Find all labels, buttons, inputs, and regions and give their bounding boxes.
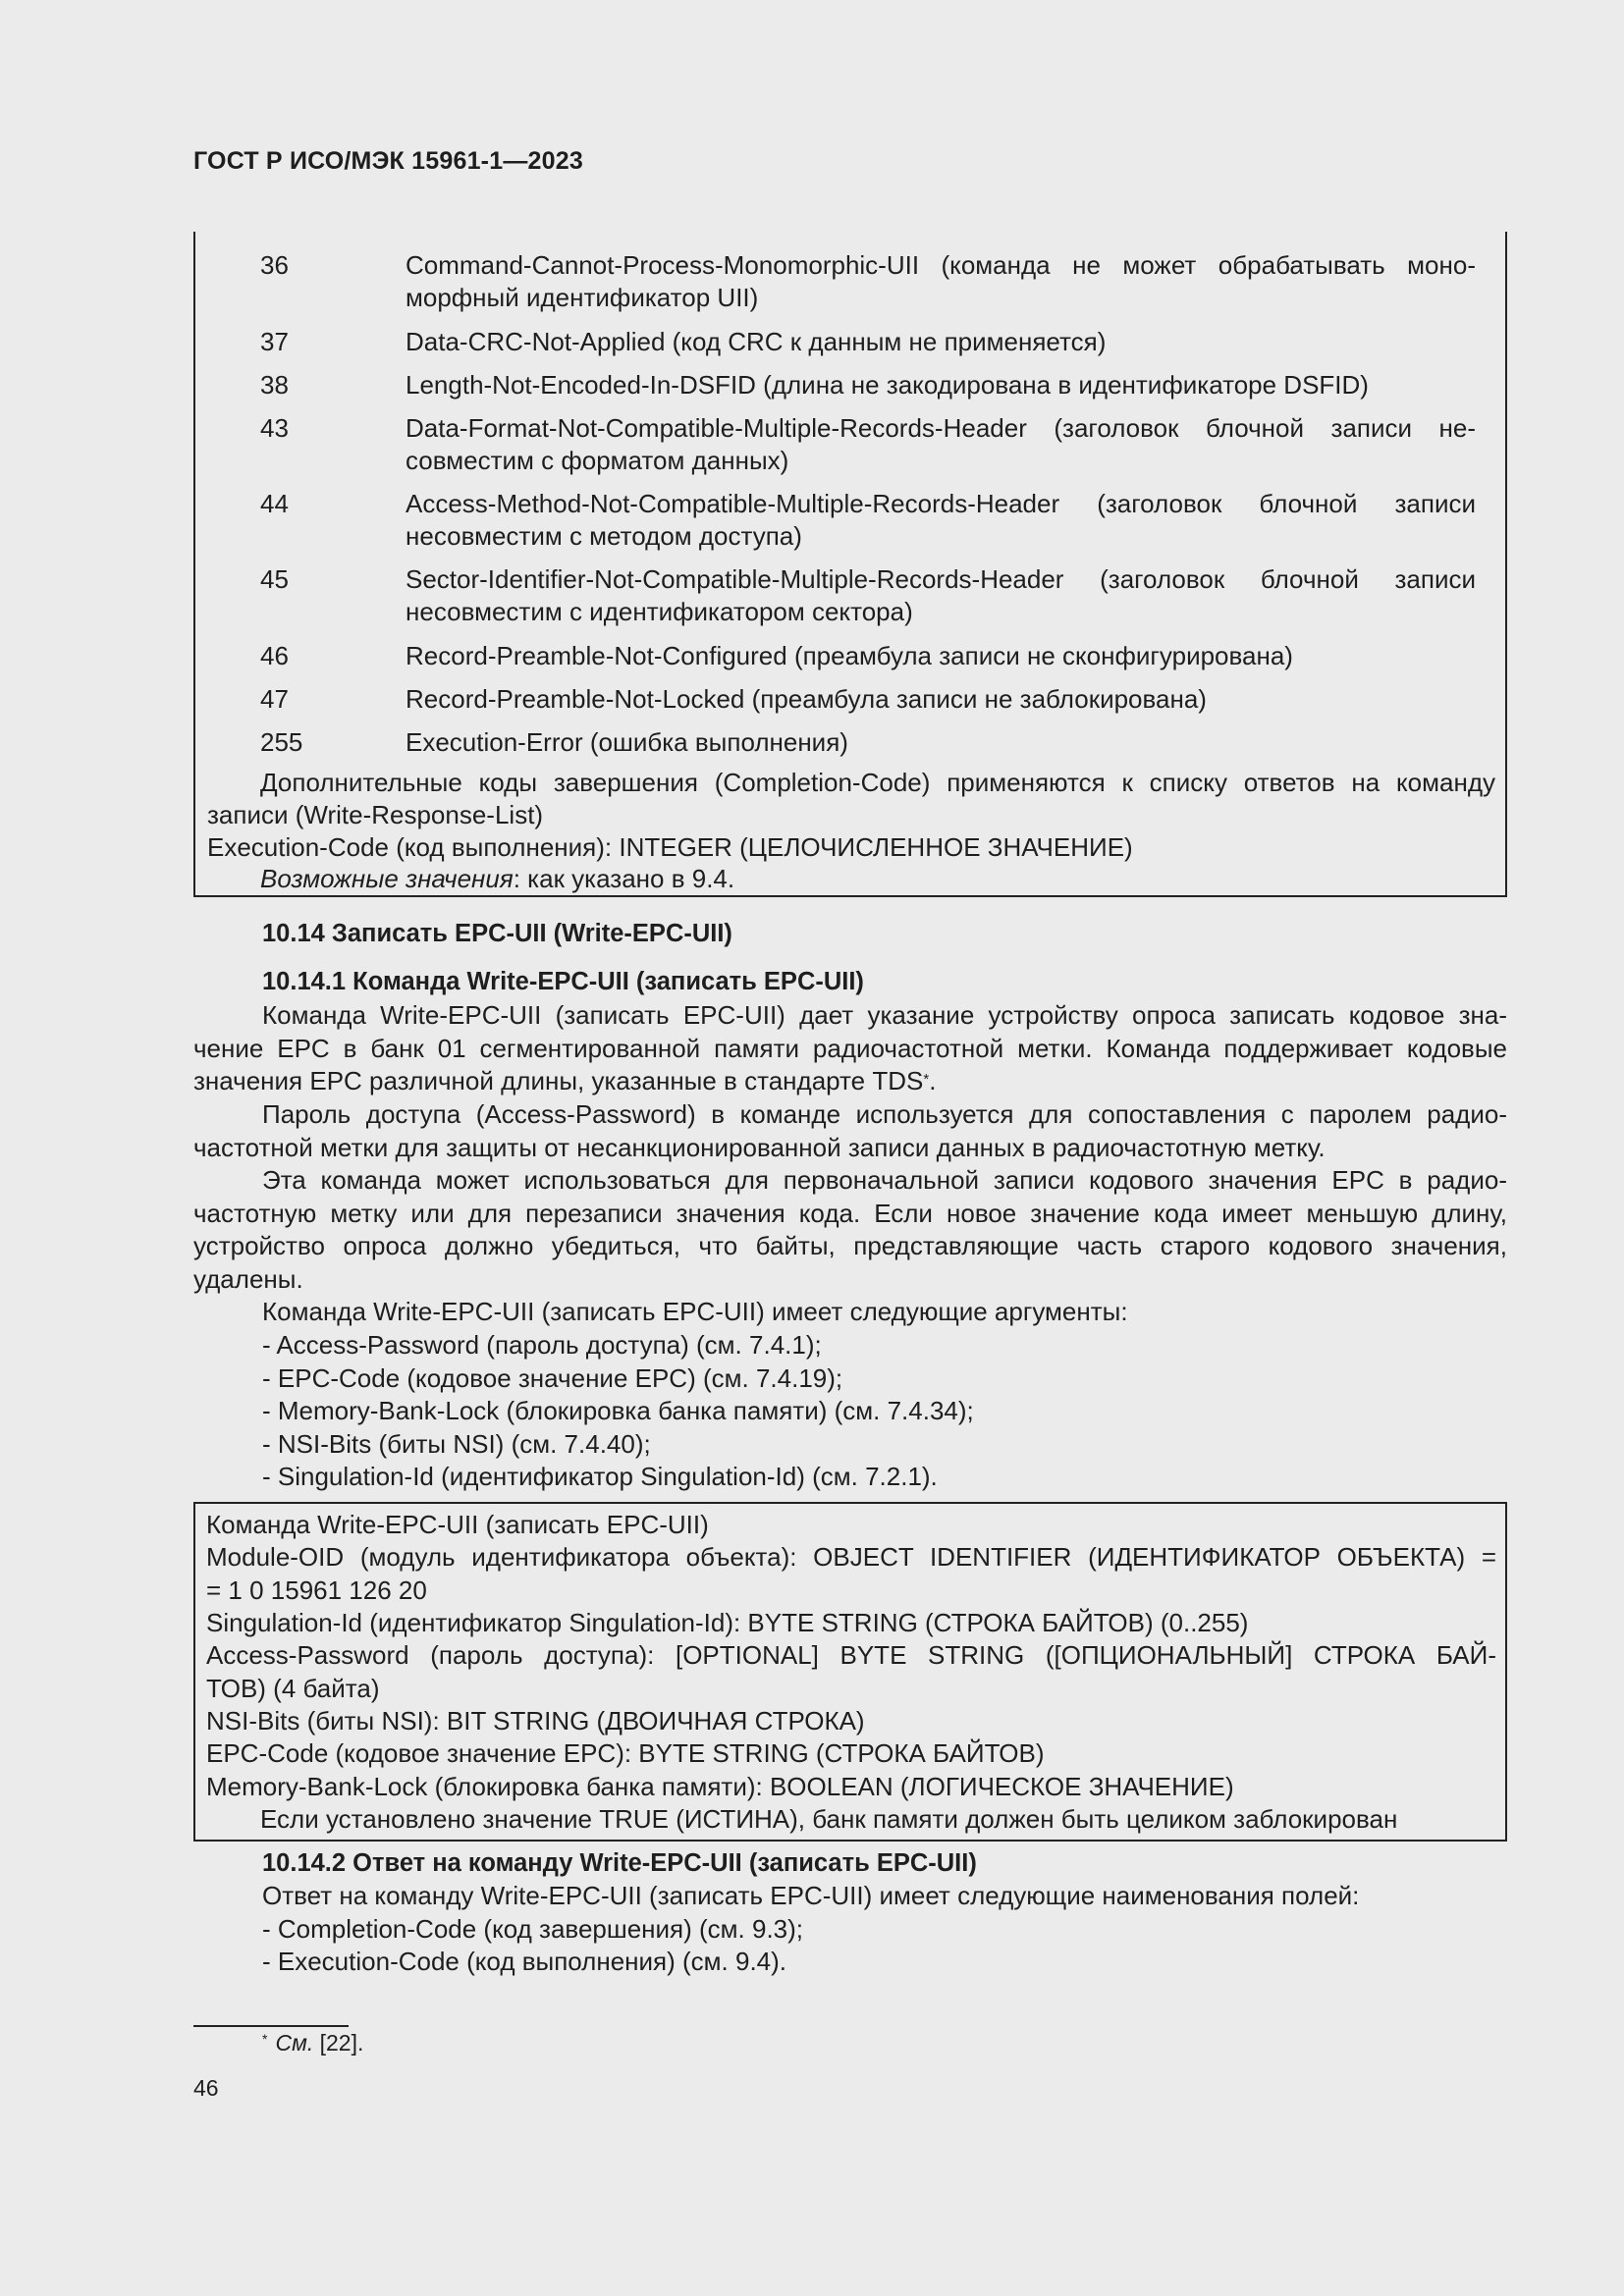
- code-number: 37: [260, 327, 289, 356]
- argument-item: - NSI-Bits (биты NSI) (см. 7.4.40);: [262, 1429, 651, 1459]
- paragraph-access-password: Пароль доступа (Access-Password) в команде используется для сопоставления с паролем радио-частотной метки для защиты от несанкционированной записи данных в радиочастотную метку.: [193, 1099, 1507, 1162]
- footnote-mark: *: [262, 2031, 268, 2047]
- execution-code-line: Execution-Code (код выполнения): INTEGER (ЦЕЛОЧИСЛЕННОЕ ЗНАЧЕНИЕ): [207, 832, 1133, 862]
- footnote-ref-text: [22].: [313, 2030, 364, 2056]
- definition-line: Если установлено значение TRUE (ИСТИНА), банк памяти должен быть целиком заблокирован: [260, 1804, 1398, 1834]
- arguments-intro: Команда Write-EPC-UII (записать EPC-UII) имеет следующие аргументы:: [262, 1297, 1128, 1326]
- code-description: Record-Preamble-Not-Locked (преамбула записи не заблокирована): [406, 684, 1207, 714]
- code-description: Access-Method-Not-Compatible-Multiple-Records-Header (заголовок блочной записи несовместим с методом доступа): [406, 489, 1476, 551]
- possible-values-label: Возможные значения: [260, 864, 514, 893]
- command-definition-box: [193, 1502, 1507, 1842]
- response-field-item: - Execution-Code (код выполнения) (см. 9.4).: [262, 1947, 787, 1976]
- code-number: 45: [260, 564, 289, 594]
- code-description: Data-CRC-Not-Applied (код CRC к данным не применяется): [406, 327, 1107, 356]
- definition-line: NSI-Bits (биты NSI): BIT STRING (ДВОИЧНАЯ СТРОКА): [206, 1706, 865, 1735]
- definition-line: Access-Password (пароль доступа): [OPTIONAL] BYTE STRING ([ОПЦИОНАЛЬНЫЙ] СТРОКА БАЙ-: [206, 1640, 1496, 1670]
- definition-line: EPC-Code (кодовое значение EPC): BYTE STRING (СТРОКА БАЙТОВ): [206, 1738, 1045, 1768]
- code-description: Command-Cannot-Process-Monomorphic-UII (команда не может обрабатывать моно-морфный идентификатор UII): [406, 250, 1476, 312]
- code-number: 44: [260, 489, 289, 518]
- footnote-divider: [193, 2025, 349, 2027]
- code-number: 47: [260, 684, 289, 714]
- code-number: 46: [260, 641, 289, 670]
- page-number: 46: [193, 2075, 219, 2101]
- possible-values-text: : как указано в 9.4.: [513, 864, 735, 893]
- code-number: 38: [260, 370, 289, 400]
- code-description: Data-Format-Not-Compatible-Multiple-Records-Header (заголовок блочной записи не-совместим с форматом данных): [406, 413, 1476, 475]
- additional-codes-line-2: записи (Write-Response-List): [207, 800, 544, 829]
- paragraph-end: .: [929, 1066, 937, 1095]
- argument-item: - Access-Password (пароль доступа) (см. 7.4.1);: [262, 1330, 822, 1360]
- possible-values-line: [260, 863, 734, 895]
- argument-item: - Singulation-Id (идентификатор Singulation-Id) (см. 7.2.1).: [262, 1462, 938, 1491]
- section-heading-10-14: 10.14 Записать EPC-UII (Write-EPC-UII): [262, 920, 732, 947]
- response-intro: Ответ на команду Write-EPC-UII (записать EPC-UII) имеет следующие наименования полей:: [262, 1881, 1360, 1910]
- paragraph-command-description: [193, 999, 1507, 1098]
- paragraph-text: Команда Write-EPC-UII (записать EPC-UII) дает указание устройству опроса записать кодовое зна-чение EPC в банк 01 сегментированной памяти радиочастотной метки. Команда поддерживает кодовые значения EPC различной длины, указанные в стандарте TDS: [193, 1000, 1507, 1095]
- definition-line: Singulation-Id (идентификатор Singulation-Id): BYTE STRING (СТРОКА БАЙТОВ) (0..255): [206, 1608, 1249, 1637]
- completion-codes-box: [193, 232, 1507, 897]
- footnote-marker: *: [923, 1071, 930, 1088]
- response-field-item: - Completion-Code (код завершения) (см. 9.3);: [262, 1914, 804, 1944]
- code-number: 36: [260, 250, 289, 280]
- code-description: Execution-Error (ошибка выполнения): [406, 727, 848, 757]
- argument-item: - Memory-Bank-Lock (блокировка банка памяти) (см. 7.4.34);: [262, 1396, 974, 1425]
- definition-line: = 1 0 15961 126 20: [206, 1575, 427, 1605]
- definition-line: Memory-Bank-Lock (блокировка банка памяти): BOOLEAN (ЛОГИЧЕСКОЕ ЗНАЧЕНИЕ): [206, 1772, 1234, 1801]
- definition-line: Module-OID (модуль идентификатора объекта): OBJECT IDENTIFIER (ИДЕНТИФИКАТОР ОБЪЕКТА) =: [206, 1542, 1496, 1572]
- footnote-ref-label: См.: [275, 2030, 314, 2056]
- code-number: 43: [260, 413, 289, 443]
- definition-line: ТОВ) (4 байта): [206, 1674, 380, 1703]
- footnote: [262, 2028, 363, 2057]
- code-number: 255: [260, 727, 303, 757]
- definition-line: Команда Write-EPC-UII (записать EPC-UII): [206, 1510, 709, 1539]
- section-heading-10-14-1: 10.14.1 Команда Write-EPC-UII (записать EPC-UII): [262, 968, 864, 995]
- code-description: Length-Not-Encoded-In-DSFID (длина не закодирована в идентификаторе DSFID): [406, 370, 1369, 400]
- code-description: Sector-Identifier-Not-Compatible-Multiple-Records-Header (заголовок блочной записи несовместим с идентификатором сектора): [406, 564, 1476, 626]
- argument-item: - EPC-Code (кодовое значение EPC) (см. 7.4.19);: [262, 1363, 843, 1393]
- page-header: ГОСТ Р ИСО/МЭК 15961-1—2023: [193, 147, 583, 175]
- code-description: Record-Preamble-Not-Configured (преамбула записи не сконфигурирована): [406, 641, 1293, 670]
- paragraph-usage: Эта команда может использоваться для первоначальной записи кодового значения EPC в радио-частотную метку или для перезаписи значения кода. Если новое значение кода имеет меньшую длину, устройство опроса должно убедиться, что байты, представляющие часть старого кодового значения, удалены.: [193, 1165, 1507, 1294]
- section-heading-10-14-2: 10.14.2 Ответ на команду Write-EPC-UII (записать EPC-UII): [262, 1849, 977, 1877]
- additional-codes-line: Дополнительные коды завершения (Completion-Code) применяются к списку ответов на команду: [260, 768, 1495, 797]
